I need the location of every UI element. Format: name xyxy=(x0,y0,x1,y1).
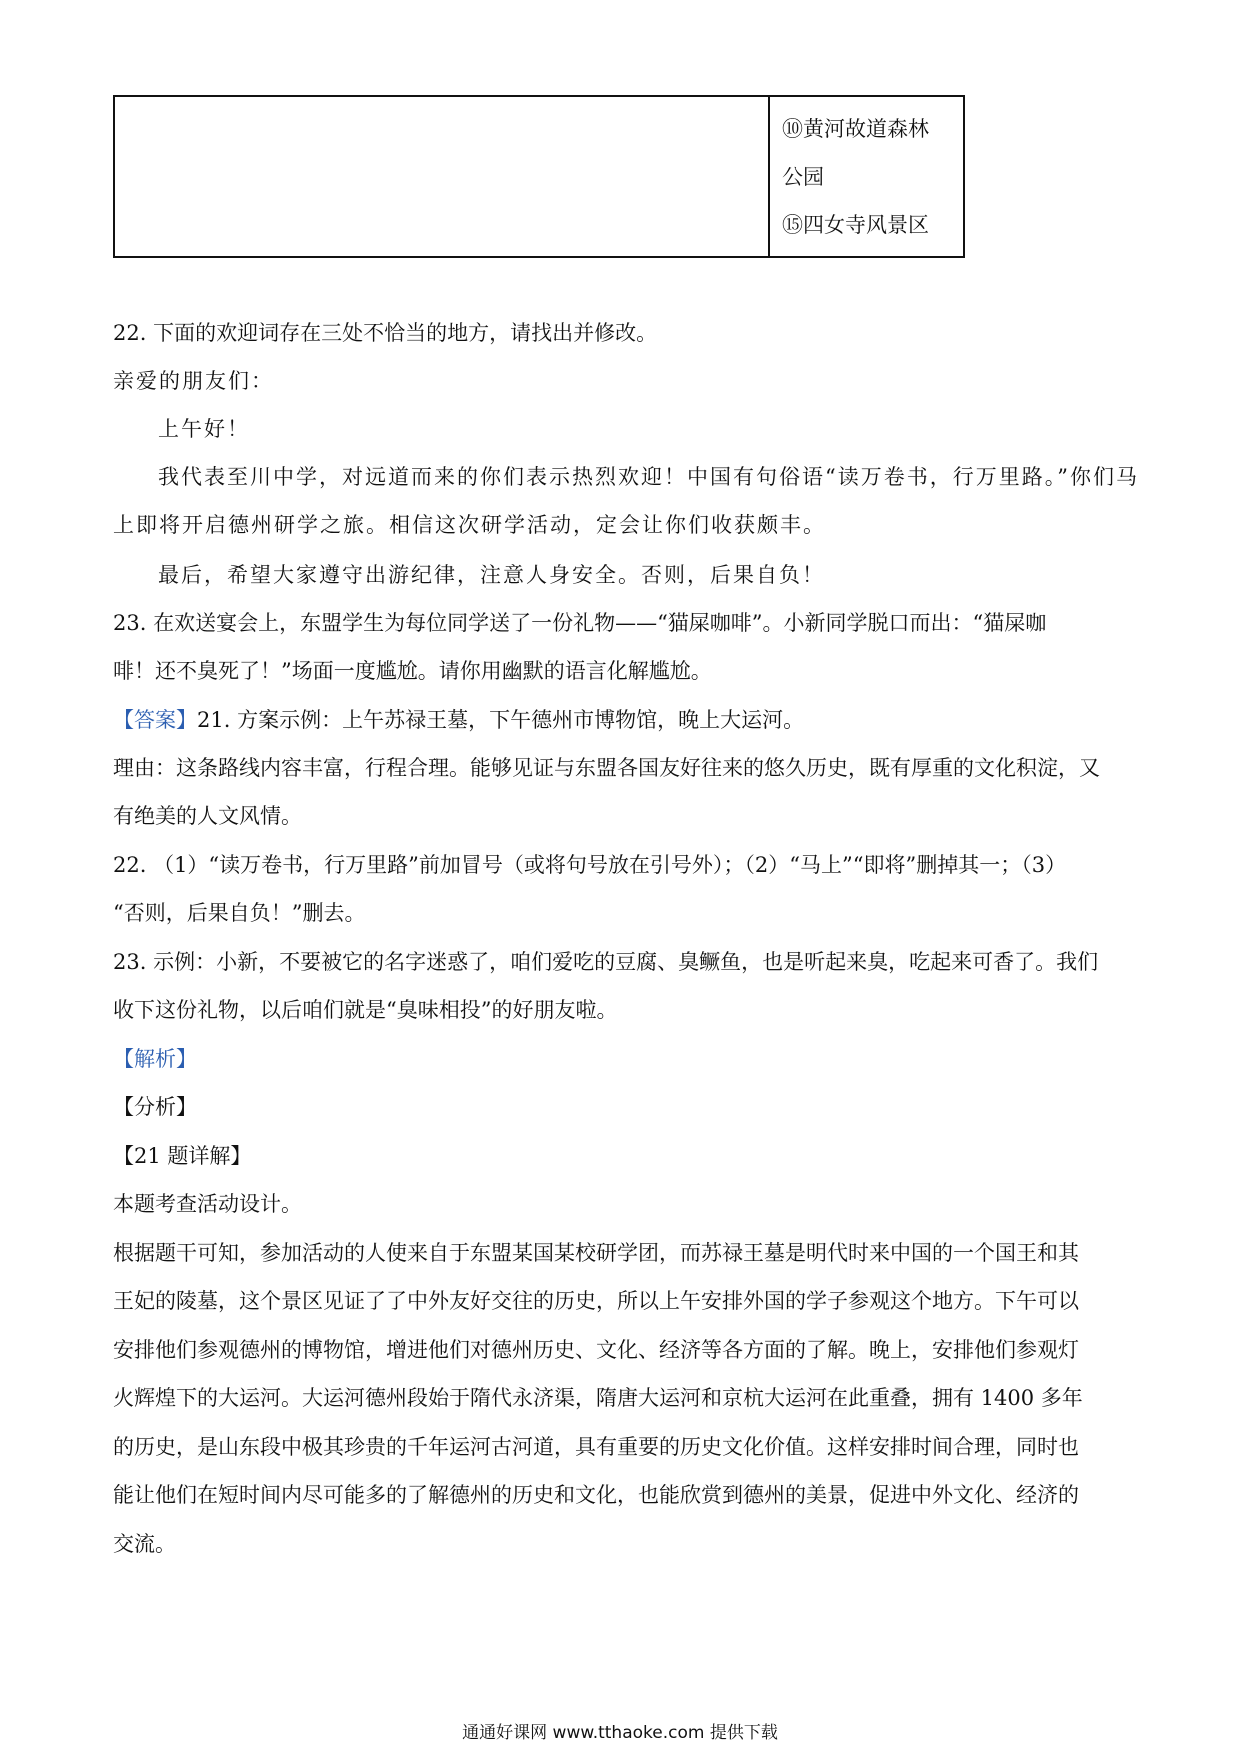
analysis-line: 根据题干可知，参加活动的人使来自于东盟某国某校研学团，而苏禄王墓是明代时来中国的一个国王和其 xyxy=(113,1241,1079,1265)
answer-23-line: 23. 示例：小新，不要被它的名字迷惑了，咱们爱吃的豆腐、臭鳜鱼，也是听起来臭，吃起来可香了。我们 xyxy=(113,950,1099,974)
analysis-topic: 本题考查活动设计。 xyxy=(113,1192,302,1216)
table-cell-right xyxy=(770,97,963,256)
analysis-line: 火辉煌下的大运河。大运河德州段始于隋代永济渠，隋唐大运河和京杭大运河在此重叠，拥有 1400 多年 xyxy=(113,1386,1083,1410)
attractions-table-fragment xyxy=(113,95,965,258)
table-line: 公园 xyxy=(782,165,824,189)
question-23-prompt-line: 23. 在欢送宴会上，东盟学生为每位同学送了一份礼物——“猫屎咖啡”。小新同学脱口而出：“猫屎咖 xyxy=(113,611,1047,635)
welcome-salutation: 亲爱的朋友们： xyxy=(113,369,274,393)
welcome-paragraph-line: 最后，希望大家遵守出游纪律，注意人身安全。否则，后果自负！ xyxy=(158,563,825,587)
answer-tag: 【答案】 xyxy=(113,708,197,732)
answer-reason-line: 有绝美的人文风情。 xyxy=(113,804,302,828)
question-22-prompt: 22. 下面的欢迎词存在三处不恰当的地方，请找出并修改。 xyxy=(113,321,658,345)
welcome-greeting: 上午好！ xyxy=(158,417,250,441)
analysis-line: 安排他们参观德州的博物馆，增进他们对德州历史、文化、经济等各方面的了解。晚上，安排他们参观灯 xyxy=(113,1338,1079,1362)
analysis-line: 王妃的陵墓，这个景区见证了了中外友好交往的历史，所以上午安排外国的学子参观这个地方。下午可以 xyxy=(113,1289,1079,1313)
question-23-prompt-line: 啡！还不臭死了！”场面一度尴尬。请你用幽默的语言化解尴尬。 xyxy=(113,659,712,683)
answer-21-text: 21. 方案示例：上午苏禄王墓，下午德州市博物馆，晚上大运河。 xyxy=(197,708,805,732)
table-cell-left xyxy=(115,97,770,256)
table-line: ⑮四女寺风景区 xyxy=(782,213,929,237)
page-footer: 通通好课网 www.tthaoke.com 提供下载 xyxy=(462,1723,778,1743)
welcome-paragraph-line: 上即将开启德州研学之旅。相信这次研学活动，定会让你们收获颇丰。 xyxy=(113,513,826,537)
answer-22-line: 22. （1）“读万卷书，行万里路”前加冒号（或将句号放在引号外）；（2）“马上”“即将”删掉其一；（3） xyxy=(113,853,1067,877)
answer-reason-line: 理由：这条路线内容丰富，行程合理。能够见证与东盟各国友好往来的悠久历史，既有厚重的文化积淀，又 xyxy=(113,756,1100,780)
answer-21-line xyxy=(113,705,1133,735)
analysis-line: 交流。 xyxy=(113,1532,176,1556)
answer-23-line: 收下这份礼物，以后咱们就是“臭味相投”的好朋友啦。 xyxy=(113,998,618,1022)
analysis-tag: 【解析】 xyxy=(113,1047,197,1071)
table-line: ⑩黄河故道森林 xyxy=(782,117,929,141)
analysis-fenxi: 【分析】 xyxy=(113,1095,197,1119)
analysis-line: 能让他们在短时间内尽可能多的了解德州的历史和文化，也能欣赏到德州的美景，促进中外文化、经济的 xyxy=(113,1483,1079,1507)
answer-22-line: “否则，后果自负！”删去。 xyxy=(113,901,366,925)
q21-detail-heading: 【21 题详解】 xyxy=(113,1144,252,1168)
welcome-paragraph-line: 我代表至川中学，对远道而来的你们表示热烈欢迎！中国有句俗语“读万卷书，行万里路。”你们马 xyxy=(158,465,1139,489)
analysis-line: 的历史，是山东段中极其珍贵的千年运河古河道，具有重要的历史文化价值。这样安排时间合理，同时也 xyxy=(113,1435,1079,1459)
